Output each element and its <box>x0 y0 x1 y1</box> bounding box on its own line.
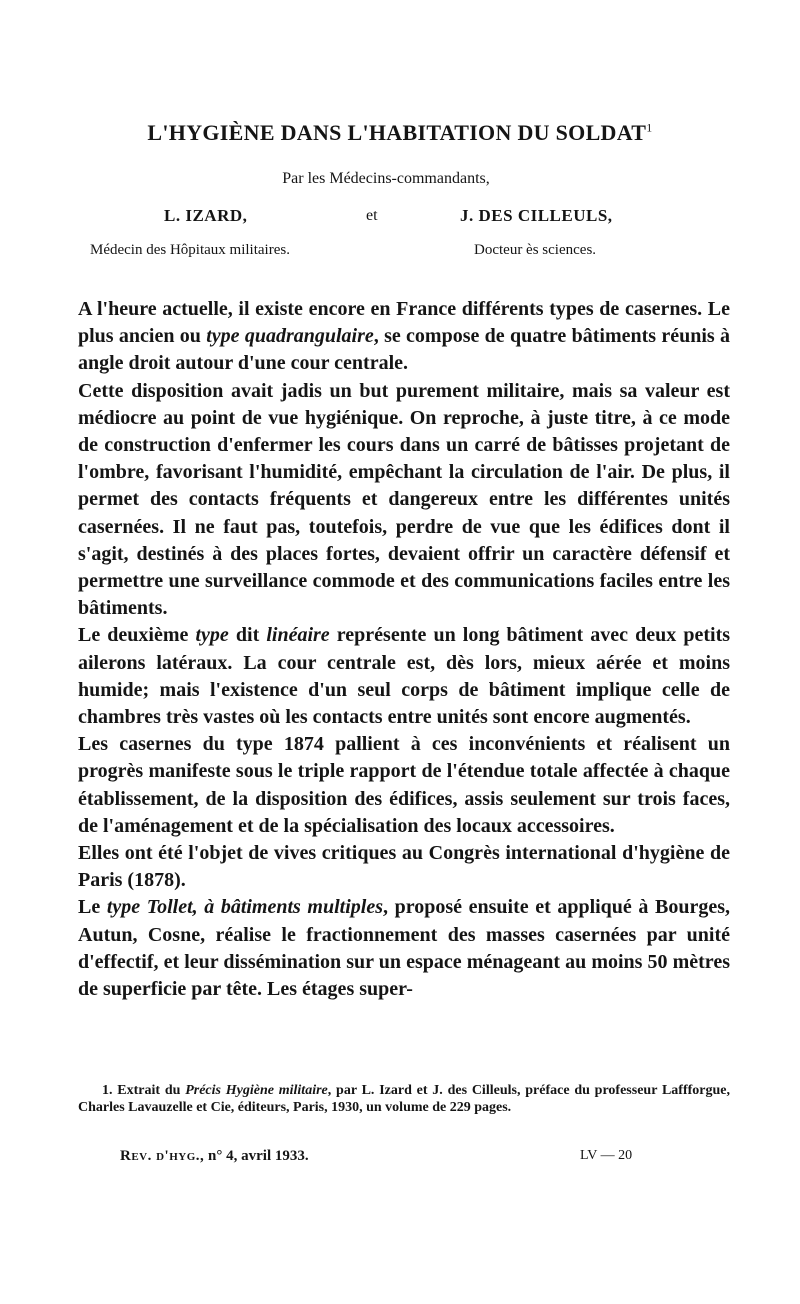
italic-text: linéaire <box>266 624 330 647</box>
article-body <box>78 296 730 1003</box>
italic-text: type Tollet, à bâtiments multiples <box>106 896 383 919</box>
text-run: , par L. Izard et J. des Cilleuls, préface du professeur Laffforgue, Charles Lavauzelle et Cie, éditeurs, Paris, 1930, un volume de 229 pages. <box>78 1083 730 1115</box>
journal-issue: n° 4, avril 1933. <box>204 1148 309 1164</box>
text-run: , se compose de quatre bâtiments réunis à angle droit autour d'une cour centrale. <box>78 325 731 375</box>
paragraph <box>78 894 730 1003</box>
text-run: dit <box>228 624 267 647</box>
paragraph <box>78 378 730 623</box>
text-run: Elles ont été l'objet de vives critiques au Congrès international d'hygiène de Paris (1878). <box>78 842 730 892</box>
text-run: A l'heure actuelle, il existe encore en France différents types de casernes. Le plus ancien ou <box>78 298 730 348</box>
italic-text: type quadrangulaire <box>206 325 374 348</box>
author1-name: L. IZARD, <box>164 206 248 225</box>
footnote <box>78 1082 730 1116</box>
paragraph <box>78 622 730 731</box>
article-title-text: L'HYGIÈNE DANS L'HABITATION DU SOLDAT <box>147 120 647 145</box>
page-footer <box>0 1148 800 1172</box>
text-run: Cette disposition avait jadis un but purement militaire, mais sa valeur est médiocre au point de vue hygiénique. On reproche, à juste titre, à ce mode de construction d'enfermer les cours dans un carré de bâtisses projetant de l'ombre, favorisant l'humidité, empêchant la circulation de l'air. De plus, il permet des contacts fréquents et dangereux entre les différentes unités casernées. Il ne faut pas, toutefois, perdre de vue que les édifices dont il s'agit, destinés à des places fortes, devaient offrir un caractère défensif et permettre une surveillance commode et des communications faciles entre les bâtiments. <box>78 379 730 620</box>
journal-abbrev: Rev. d'hyg., <box>120 1148 205 1164</box>
author2-role: Docteur ès sciences. <box>474 242 597 258</box>
author-conjunction: et <box>366 207 378 224</box>
authors-block <box>0 206 800 276</box>
paragraph <box>78 840 730 894</box>
text-run: représente un long bâtiment avec deux petits ailerons latéraux. La cour centrale est, dès lors, mieux aérée et moins humide; mais l'existence d'un seul corps de bâtiment implique celle de chambres très vastes où les contacts entre unités sont encore augmentés. <box>78 624 731 729</box>
text-run: , proposé ensuite et appliqué à Bourges, Autun, Cosne, réalise le fractionnement des masses casernées par unité d'effectif, et leur dissémination sur un espace ménageant au moins 50 mètres de superficie par tête. Les étages super- <box>78 896 730 1001</box>
author1-role: Médecin des Hôpitaux militaires. <box>90 242 290 258</box>
italic-text: Précis Hygiène militaire <box>185 1083 328 1098</box>
paragraph <box>78 296 730 378</box>
italic-text: type <box>195 624 229 647</box>
text-run: Les casernes du type 1874 pallient à ces inconvénients et réalisent un progrès manifeste sous le triple rapport de l'étendue totale affectée à chaque établissement, de la disposition des édifices, assis seulement sur trois faces, de l'aménagement et de la spécialisation des locaux accessoires. <box>78 733 730 837</box>
text-run: Le deuxième <box>78 624 196 647</box>
page-reference: LV — 20 <box>580 1148 633 1163</box>
text-run: Le <box>78 896 107 919</box>
article-title <box>0 120 800 146</box>
title-footnote-mark: 1 <box>646 120 653 135</box>
journal-citation <box>120 1148 309 1165</box>
text-run: 1. Extrait du <box>102 1083 186 1098</box>
author2-name: J. DES CILLEULS, <box>460 206 613 225</box>
byline: Par les Médecins-commandants, <box>282 170 490 187</box>
paragraph <box>78 731 730 840</box>
